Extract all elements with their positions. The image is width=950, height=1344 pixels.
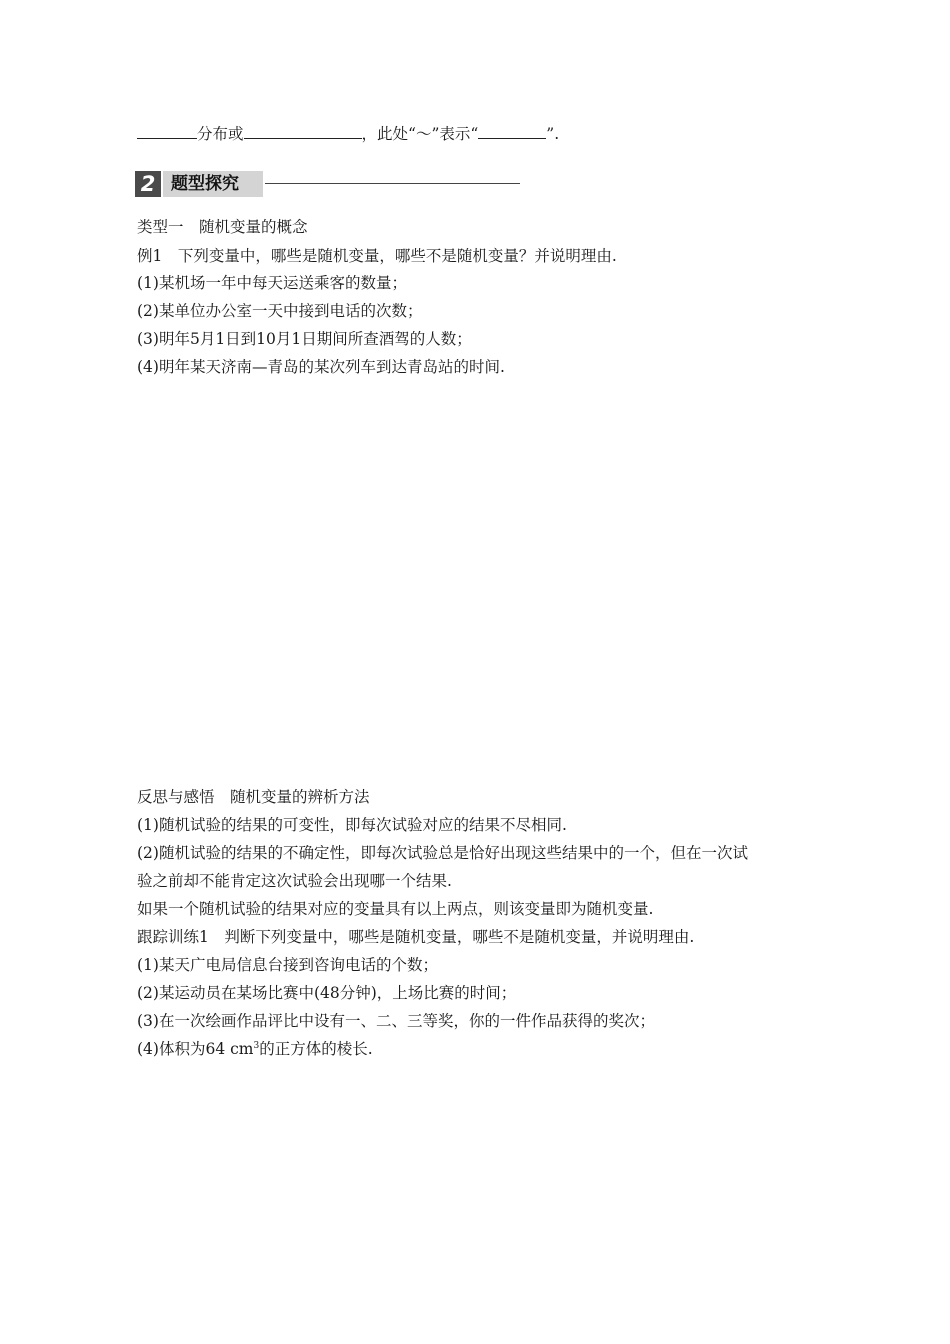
reflection-line-3: 验之前却不能肯定这次试验会出现哪一个结果. (137, 872, 452, 890)
training-item-4-suffix: 的正方体的棱长. (259, 1040, 373, 1058)
reflection-line-2: (2)随机试验的结果的不确定性，即每次试验总是恰好出现这些结果中的一个，但在一次试 (137, 844, 748, 862)
intro-line (137, 122, 559, 144)
intro-seg2: ，此处“～”表示“ (361, 125, 479, 143)
training-item-4-prefix: (4)体积为64 cm (137, 1040, 254, 1058)
type1-heading: 类型一 随机变量的概念 (137, 218, 308, 236)
blank-3[interactable] (478, 122, 546, 139)
section-divider (265, 183, 520, 184)
training-heading: 跟踪训练1 判断下列变量中，哪些是随机变量，哪些不是随机变量，并说明理由. (137, 928, 695, 946)
example-item-4: (4)明年某天济南—青岛的某次列车到达青岛站的时间. (137, 358, 505, 376)
example-item-1: (1)某机场一年中每天运送乘客的数量； (137, 274, 407, 292)
example-item-3: (3)明年5月1日到10月1日期间所查酒驾的人数； (137, 330, 472, 348)
reflection-line-4: 如果一个随机试验的结果对应的变量具有以上两点，则该变量即为随机变量. (137, 900, 654, 918)
training-item-4 (137, 1039, 373, 1059)
blank-1[interactable] (137, 122, 197, 139)
example-item-2: (2)某单位办公室一天中接到电话的次数； (137, 302, 423, 320)
training-item-3: (3)在一次绘画作品评比中设有一、二、三等奖，你的一件作品获得的奖次； (137, 1012, 655, 1030)
section-header (135, 171, 520, 197)
training-item-1: (1)某天广电局信息台接到咨询电话的个数； (137, 956, 438, 974)
cubic-superscript: 3 (253, 1040, 260, 1051)
blank-2[interactable] (244, 122, 362, 139)
intro-seg3: ”. (546, 125, 560, 143)
example-1: 例1 下列变量中，哪些是随机变量，哪些不是随机变量？并说明理由. (137, 247, 617, 265)
intro-seg1: 分布或 (197, 125, 244, 143)
section-title: 题型探究 (163, 171, 263, 197)
reflection-line-1: (1)随机试验的结果的可变性，即每次试验对应的结果不尽相同. (137, 816, 567, 834)
reflection-heading: 反思与感悟 随机变量的辨析方法 (137, 788, 370, 806)
section-number: 2 (135, 171, 161, 197)
training-item-2: (2)某运动员在某场比赛中(48分钟)，上场比赛的时间； (137, 984, 517, 1002)
